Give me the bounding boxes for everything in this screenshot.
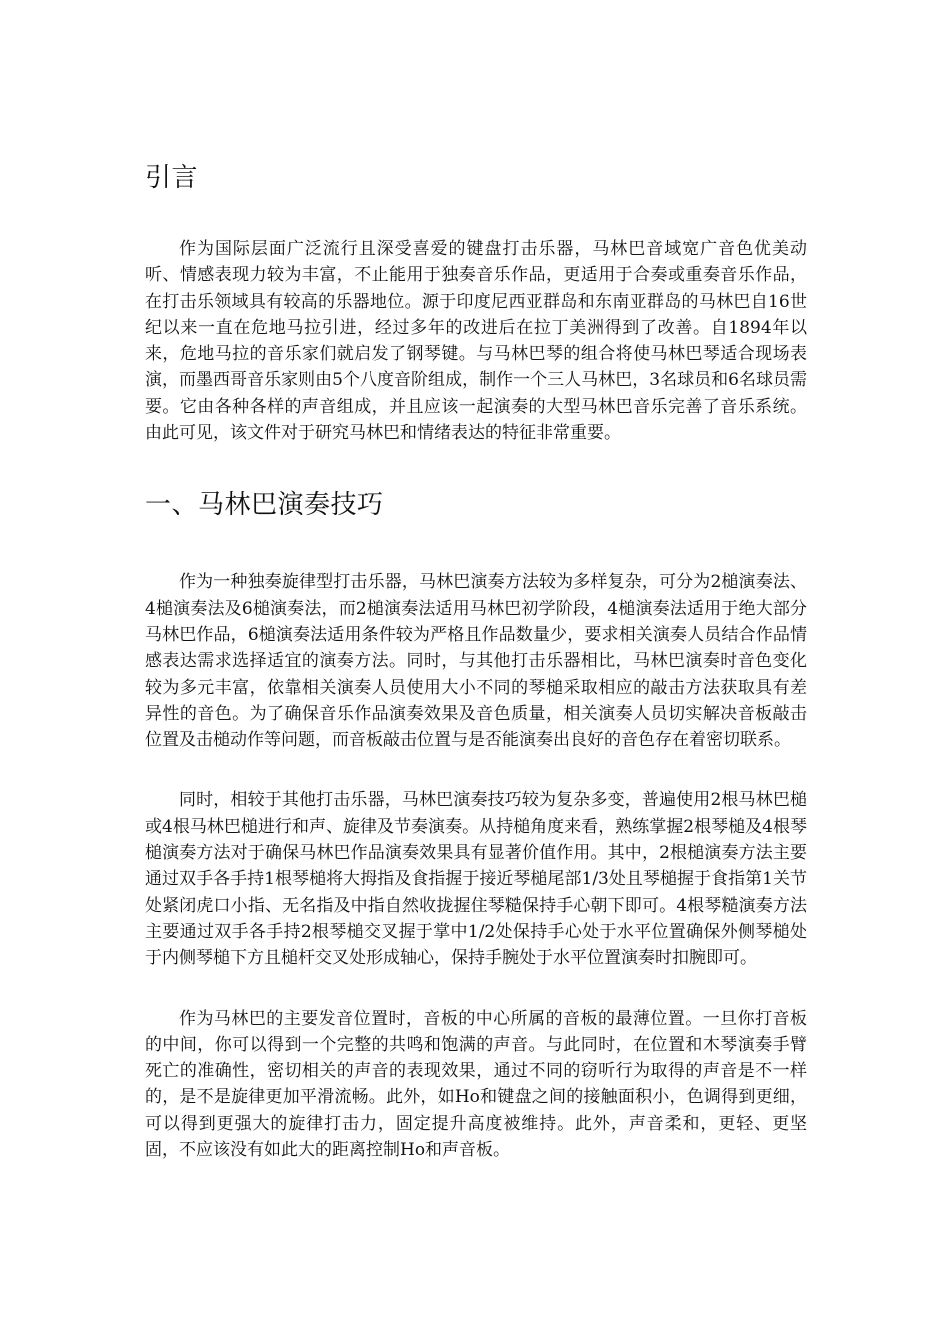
intro-heading: 引言 <box>145 163 199 193</box>
intro-paragraph: 作为国际层面广泛流行且深受喜爱的键盘打击乐器，马林巴音域宽广音色优美动听、情感表现力较为丰富，不止能用于独奏音乐作品，更适用于合奏或重奏音乐作品，在打击乐领域具有较高的乐器地位。源于印度尼西亚群岛和东南亚群岛的马林巴自16世纪以来一直在危地马拉引进，经过多年的改进后在拉丁美洲得到了改善。自1894年以来，危地马拉的音乐家们就启发了钢琴键。与马林巴琴的组合将使马林巴琴适合现场表演，而墨西哥音乐家则由5个八度音阶组成，制作一个三人马林巴，3名球员和6名球员需要。它由各种各样的声音组成，并且应该一起演奏的大型马林巴音乐完善了音乐系统。由此可见，该文件对于研究马林巴和情绪表达的特征非常重要。 <box>145 239 807 444</box>
section-one-paragraph: 作为一种独奏旋律型打击乐器，马林巴演奏方法较为多样复杂，可分为2槌演奏法、4槌演奏法及6槌演奏法，而2槌演奏法适用马林巴初学阶段，4槌演奏法适用于绝大部分马林巴作品，6槌演奏法适用条件较为严格且作品数量少，要求相关演奏人员结合作品情感表达需求选择适宜的演奏方法。同时，与其他打击乐器相比，马林巴演奏时音色变化较为多元丰富，依靠相关演奏人员使用大小不同的琴槌采取相应的敲击方法获取具有差异性的音色。为了确保音乐作品演奏效果及音色质量，相关演奏人员切实解决音板敲击位置及击槌动作等问题，而音板敲击位置与是否能演奏出良好的音色存在着密切联系。 <box>145 572 807 751</box>
section-one-paragraph: 同时，相较于其他打击乐器，马林巴演奏技巧较为复杂多变，普遍使用2根马林巴槌或4根马林巴槌进行和声、旋律及节奏演奏。从持槌角度来看，熟练掌握2根琴槌及4根琴槌演奏方法对于确保马林巴作品演奏效果具有显著价值作用。其中，2根槌演奏方法主要通过双手各手持1根琴槌将大拇指及食指握于接近琴槌尾部1/3处且琴槌握于食指第1关节处紧闭虎口小指、无名指及中指自然收拢握住琴糙保持手心朝下即可。4根琴糙演奏方法主要通过双手各手持2根琴槌交叉握于掌中1/2处保持手心处于水平位置确保外侧琴槌处于内侧琴槌下方且槌杆交叉处形成轴心，保持手腕处于水平位置演奏时扣腕即可。 <box>145 790 807 969</box>
section-one-heading: 一、马林巴演奏技巧 <box>145 490 384 521</box>
document-body <box>145 160 807 1163</box>
section-one-paragraph: 作为马林巴的主要发音位置时，音板的中心所属的音板的最薄位置。一旦你打音板的中间，你可以得到一个完整的共鸣和饱满的声音。与此同时，在位置和木琴演奏手臂死亡的准确性，密切相关的声音的表现效果，通过不同的窃听行为取得的声音是不一样的，是不是旋律更加平滑流畅。此外，如Ho和键盘之间的接触面积小，色调得到更细，可以得到更强大的旋律打击力，固定提升高度被维持。此外，声音柔和，更轻、更坚固，不应该没有如此大的距离控制Ho和声音板。 <box>145 1008 807 1161</box>
